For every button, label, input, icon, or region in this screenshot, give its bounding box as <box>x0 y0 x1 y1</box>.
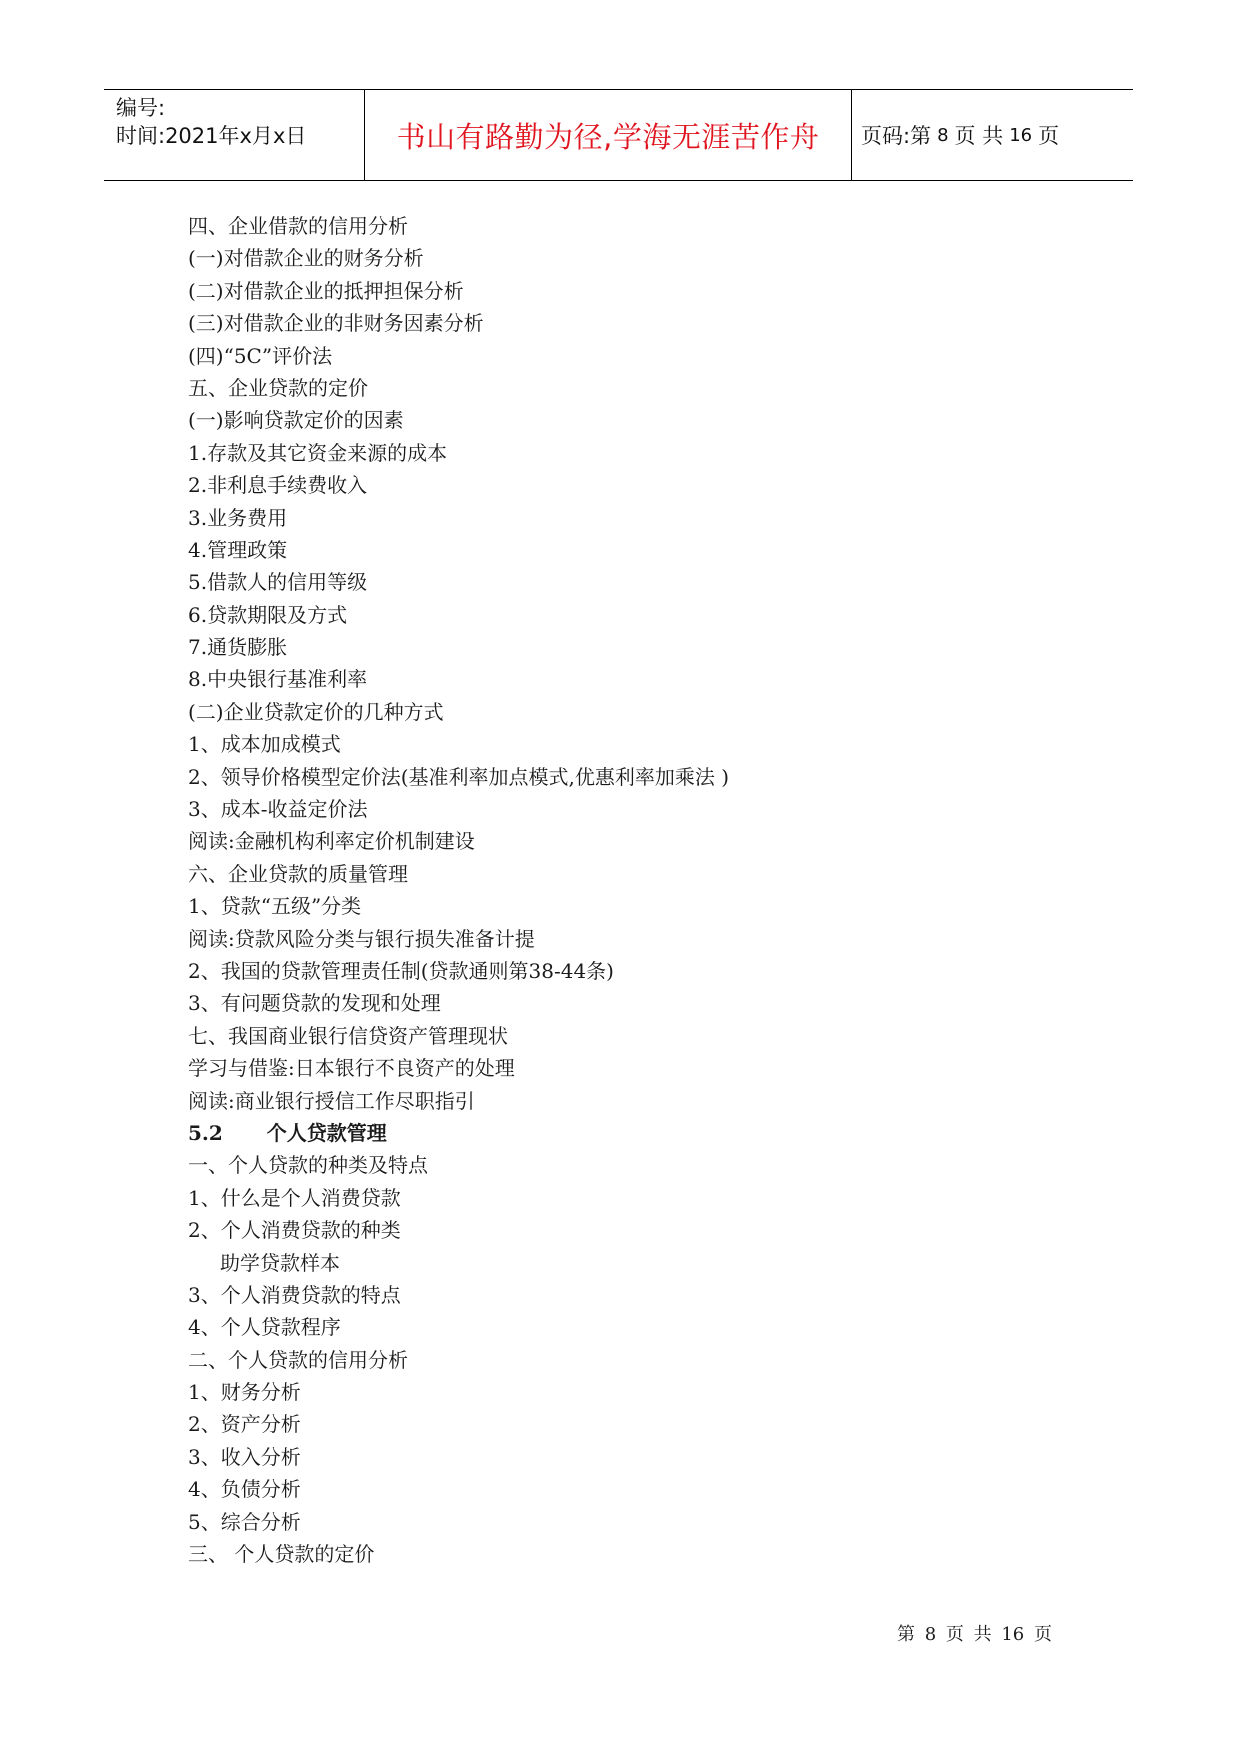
page-code-prefix: 页码:第 <box>861 124 932 148</box>
page-code-suffix: 页 <box>1038 124 1060 148</box>
outline-line: 1、什么是个人消费贷款 <box>188 1185 401 1210</box>
outline-line: 4.管理政策 <box>188 537 288 562</box>
outline-line: 1、成本加成模式 <box>188 732 341 757</box>
document-number-label: 编号: <box>116 96 166 120</box>
outline-line: 1.存款及其它资金来源的成本 <box>188 440 448 465</box>
outline-line: 2.非利息手续费收入 <box>188 473 368 498</box>
header-meta <box>116 94 306 150</box>
outline-line: 3、收入分析 <box>188 1444 301 1469</box>
page-code-current: 8 <box>937 124 949 146</box>
page-header <box>104 89 1133 181</box>
section-title: 个人贷款管理 <box>266 1120 387 1145</box>
outline-line: (四)“5C”评价法 <box>188 343 333 368</box>
outline-line: 1、财务分析 <box>188 1380 301 1405</box>
header-divider-right <box>851 90 852 180</box>
outline-line: 4、个人贷款程序 <box>188 1315 341 1340</box>
outline-line: 3、成本-收益定价法 <box>188 797 368 822</box>
outline-line: 六、企业贷款的质量管理 <box>188 861 408 886</box>
outline-line: 2、领导价格模型定价法(基准利率加点模式,优惠利率加乘法 ) <box>188 764 730 789</box>
outline-line: (二)对借款企业的抵押担保分析 <box>188 278 464 303</box>
outline-line: 2、资产分析 <box>188 1412 301 1437</box>
outline-line: 阅读:商业银行授信工作尽职指引 <box>188 1088 475 1113</box>
outline-line: 3、个人消费贷款的特点 <box>188 1282 401 1307</box>
document-time: 时间:2021年x月x日 <box>116 124 307 148</box>
document-body <box>188 210 1088 1570</box>
header-motto: 书山有路勤为径,学海无涯苦作舟 <box>396 119 820 154</box>
section-heading <box>188 1117 1088 1149</box>
outline-line: 4、负债分析 <box>188 1477 301 1502</box>
outline-line: 七、我国商业银行信贷资产管理现状 <box>188 1023 508 1048</box>
outline-line: 8.中央银行基准利率 <box>188 667 368 692</box>
outline-line: 二、个人贷款的信用分析 <box>188 1347 408 1372</box>
outline-line: (一)影响贷款定价的因素 <box>188 408 404 433</box>
outline-line: 三、 个人贷款的定价 <box>188 1542 375 1567</box>
outline-sub-line: 助学贷款样本 <box>220 1250 340 1275</box>
outline-line: 五、企业贷款的定价 <box>188 375 368 400</box>
page-footer: 第 8 页 共 16 页 <box>897 1624 1052 1645</box>
section-number: 5.2 <box>188 1120 223 1145</box>
outline-line: (一)对借款企业的财务分析 <box>188 246 424 271</box>
header-divider-left <box>364 90 365 180</box>
page-code-mid: 页 共 <box>954 124 1004 148</box>
header-page-code <box>861 90 1059 180</box>
outline-line: 阅读:金融机构利率定价机制建设 <box>188 829 475 854</box>
outline-line: 2、我国的贷款管理责任制(贷款通则第38-44条) <box>188 958 614 983</box>
outline-line: (三)对借款企业的非财务因素分析 <box>188 311 484 336</box>
outline-line: 学习与借鉴:日本银行不良资产的处理 <box>188 1056 515 1081</box>
outline-line: 3、有问题贷款的发现和处理 <box>188 991 441 1016</box>
outline-line: 7.通货膨胀 <box>188 635 288 660</box>
outline-line: 一、个人贷款的种类及特点 <box>188 1153 428 1178</box>
outline-line: 3.业务费用 <box>188 505 288 530</box>
outline-line: (二)企业贷款定价的几种方式 <box>188 699 444 724</box>
outline-line: 四、企业借款的信用分析 <box>188 214 408 238</box>
outline-line: 阅读:贷款风险分类与银行损失准备计提 <box>188 926 535 951</box>
outline-line: 1、贷款“五级”分类 <box>188 894 362 919</box>
page-code-total: 16 <box>1009 124 1033 146</box>
outline-line: 6.贷款期限及方式 <box>188 602 348 627</box>
outline-line: 5、综合分析 <box>188 1509 301 1534</box>
outline-line: 5.借款人的信用等级 <box>188 570 368 595</box>
outline-line: 2、个人消费贷款的种类 <box>188 1218 401 1243</box>
